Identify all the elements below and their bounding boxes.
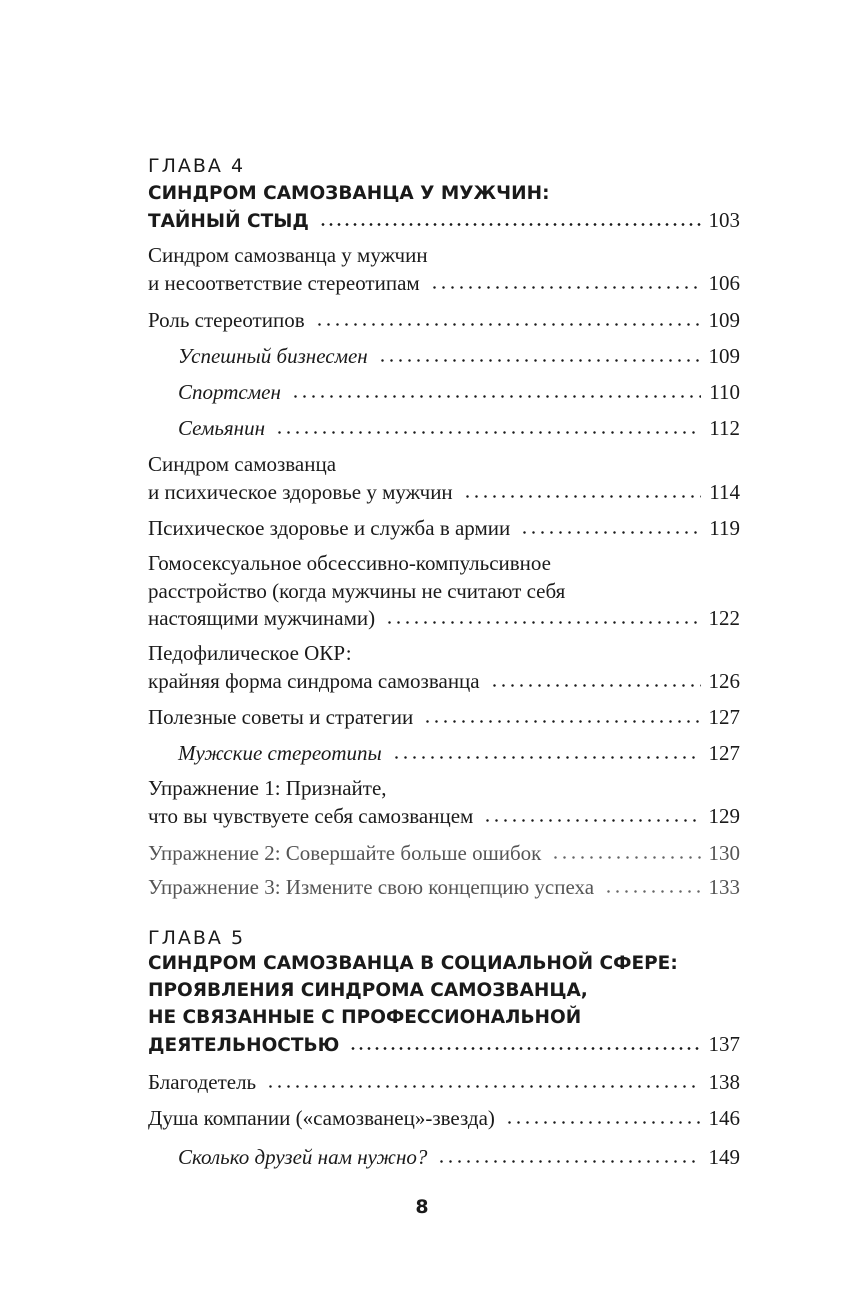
toc-entry-text: Душа компании («самозванец»-звезда)	[148, 1106, 495, 1130]
toc-entry[interactable]	[148, 801, 740, 831]
chapter-5-label: ГЛАВА 5	[148, 927, 246, 949]
toc-entry[interactable]	[148, 603, 740, 633]
toc-entry-page: 109	[708, 308, 740, 332]
toc-entry-text: что вы чувствуете себя самозванцем	[148, 804, 474, 828]
toc-entry-text: Успешный бизнесмен	[178, 344, 368, 368]
toc-entry-text: Роль стереотипов	[148, 308, 305, 332]
chapter-5-title-line-2: ПРОЯВЛЕНИЯ СИНДРОМА САМОЗВАНЦА,	[148, 980, 588, 1001]
toc-entry-line: Педофилическое ОКР:	[148, 641, 352, 665]
toc-entry-line: Гомосексуальное обсессивно-компульсивное	[148, 551, 551, 575]
dot-leader	[378, 353, 701, 363]
toc-entry-line: расстройство (когда мужчины не считают себя	[148, 579, 566, 603]
chapter-5-title-row[interactable]	[148, 1032, 740, 1056]
toc-entry[interactable]	[148, 1103, 740, 1133]
chapter-4-title-row[interactable]	[148, 208, 740, 232]
toc-entry[interactable]	[148, 1067, 740, 1097]
toc-entry-page: 126	[708, 669, 740, 693]
dot-leader	[291, 389, 701, 399]
toc-entry-page: 127	[708, 705, 740, 729]
dot-leader	[520, 525, 701, 535]
toc-entry-page: 127	[708, 741, 740, 765]
toc-entry-line: Синдром самозванца	[148, 452, 337, 476]
chapter-5-title-line-1: СИНДРОМ САМОЗВАНЦА В СОЦИАЛЬНОЙ СФЕРЕ:	[148, 953, 678, 974]
toc-entry-page: 114	[709, 480, 740, 504]
dot-leader	[490, 678, 701, 688]
toc-entry[interactable]	[148, 268, 740, 298]
toc-entry-page: 110	[709, 380, 740, 404]
toc-entry-text: крайняя форма синдрома самозванца	[148, 669, 480, 693]
chapter-4-title-line-1: СИНДРОМ САМОЗВАНЦА У МУЖЧИН:	[148, 183, 550, 204]
toc-subentry[interactable]	[178, 341, 740, 371]
toc-entry-page: 130	[708, 841, 740, 865]
dot-leader	[349, 1037, 702, 1051]
toc-entry[interactable]	[148, 477, 740, 507]
toc-entry-page: 146	[708, 1106, 740, 1130]
toc-entry[interactable]	[148, 872, 740, 902]
chapter-4-page: 103	[708, 208, 740, 232]
toc-entry-text: Упражнение 2: Совершайте больше ошибок	[148, 841, 542, 865]
toc-subentry[interactable]	[178, 1142, 740, 1172]
toc-entry-text: Семьянин	[178, 416, 266, 440]
page-number: 8	[415, 1196, 429, 1218]
toc-entry-page: 122	[708, 606, 740, 630]
dot-leader	[430, 280, 701, 290]
toc-entry-text: Мужские стереотипы	[178, 741, 382, 765]
toc-subentry[interactable]	[178, 738, 740, 768]
toc-entry[interactable]	[148, 305, 740, 335]
toc-subentry[interactable]	[178, 413, 740, 443]
dot-leader	[275, 425, 701, 435]
toc-entry-page: 129	[708, 804, 740, 828]
toc-entry-text: и несоответствие стереотипам	[148, 271, 420, 295]
toc-entry-text: Психическое здоровье и служба в армии	[148, 516, 511, 540]
toc-entry[interactable]	[148, 513, 740, 543]
toc-entry-page: 138	[708, 1070, 740, 1094]
toc-entry-line: Синдром самозванца у мужчин	[148, 243, 428, 267]
dot-leader	[266, 1079, 700, 1089]
toc-entry-text: Благодетель	[148, 1070, 257, 1094]
toc-subentry[interactable]	[178, 377, 740, 407]
toc-entry-page: 106	[708, 271, 740, 295]
toc-entry-text: и психическое здоровье у мужчин	[148, 480, 453, 504]
toc-entry[interactable]	[148, 702, 740, 732]
toc-entry-text: Полезные советы и стратегии	[148, 705, 414, 729]
dot-leader	[385, 615, 700, 625]
dot-leader	[319, 213, 703, 227]
toc-entry-text: настоящими мужчинами)	[148, 606, 376, 630]
toc-entry[interactable]	[148, 838, 740, 868]
toc-entry-text: Сколько друзей нам нужно?	[178, 1145, 428, 1169]
toc-entry[interactable]	[148, 666, 740, 696]
chapter-5-page: 137	[708, 1032, 740, 1056]
toc-entry-page: 133	[708, 875, 740, 899]
chapter-4-label: ГЛАВА 4	[148, 155, 246, 177]
chapter-5-title-line-4: ДЕЯТЕЛЬНОСТЬЮ	[148, 1035, 340, 1056]
toc-entry-page: 149	[708, 1145, 740, 1169]
toc-entry-page: 119	[709, 516, 740, 540]
toc-entry-page: 112	[709, 416, 740, 440]
dot-leader	[483, 813, 700, 823]
toc-entry-text: Упражнение 3: Измените свою концепцию успеха	[148, 875, 595, 899]
toc-entry-line: Упражнение 1: Признайте,	[148, 776, 387, 800]
chapter-5-title-line-3: НЕ СВЯЗАННЫЕ С ПРОФЕССИОНАЛЬНОЙ	[148, 1007, 582, 1028]
dot-leader	[505, 1115, 701, 1125]
dot-leader	[392, 750, 701, 760]
dot-leader	[437, 1154, 700, 1164]
dot-leader	[423, 714, 700, 724]
toc-entry-text: Спортсмен	[178, 380, 281, 404]
toc-entry-page: 109	[708, 344, 740, 368]
dot-leader	[315, 317, 701, 327]
dot-leader	[463, 489, 702, 499]
dot-leader	[551, 850, 700, 860]
chapter-4-title-line-2: ТАЙНЫЙ СТЫД	[148, 211, 309, 232]
dot-leader	[604, 884, 700, 894]
